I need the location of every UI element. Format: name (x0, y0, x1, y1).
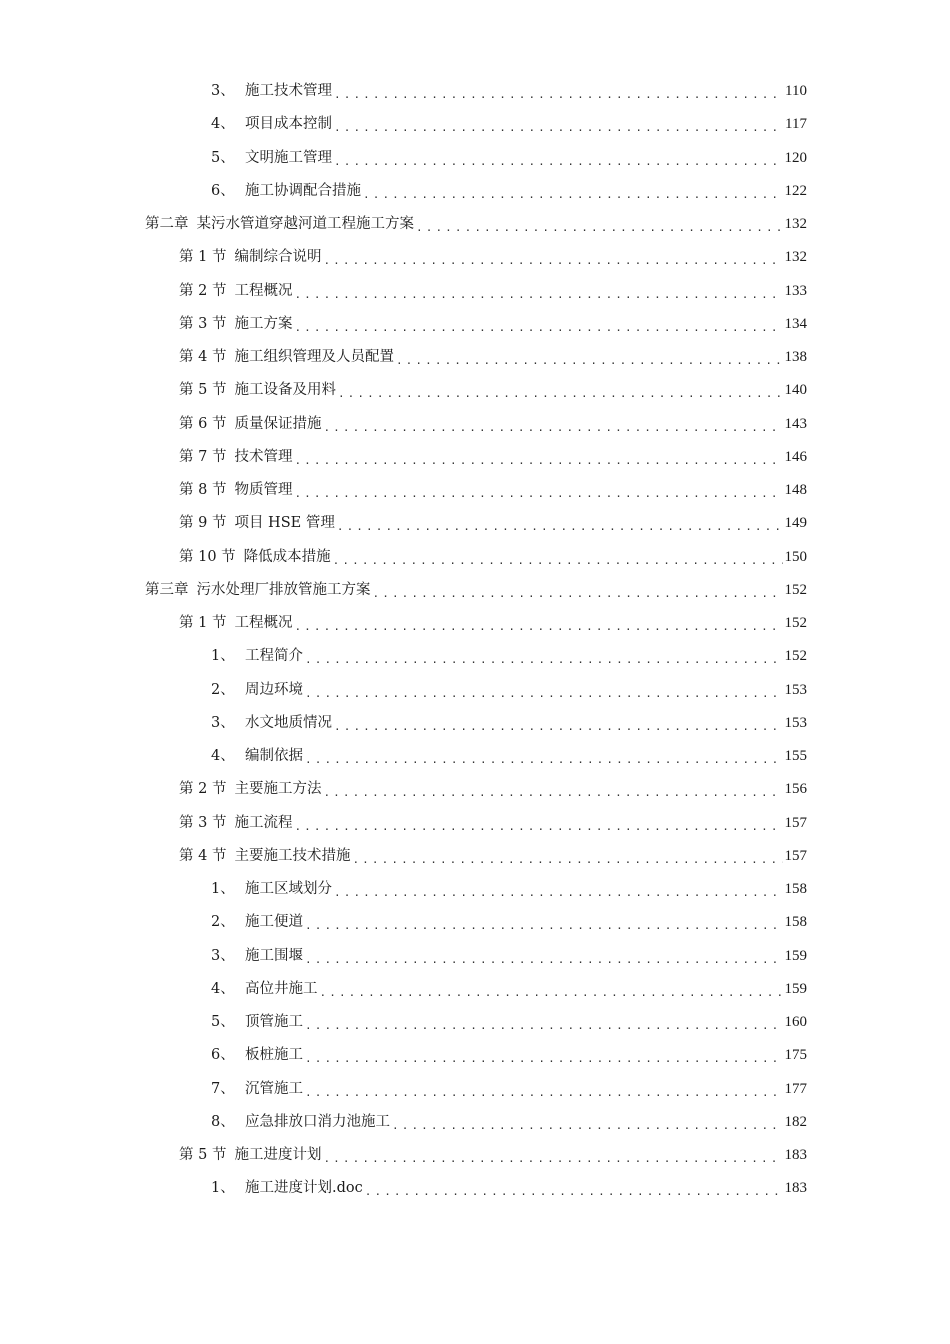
toc-entry-title: 施工区域划分 (245, 881, 332, 897)
toc-entry-title: 工程简介 (245, 648, 303, 664)
toc-entry-title: 施工围堰 (245, 948, 303, 964)
toc-entry-page-number: 152 (784, 648, 807, 664)
toc-entry-title: 水文地质情况 (245, 715, 332, 731)
toc-entry-number: 4、 (211, 748, 235, 764)
toc-leader-dots (352, 843, 782, 876)
toc-leader-dots (305, 643, 783, 676)
toc-leader-dots (323, 244, 782, 277)
toc-leader-dots (294, 444, 782, 477)
toc-entry-number: 第 9 节 (179, 515, 227, 531)
toc-entry[interactable] (179, 374, 807, 407)
toc-entry[interactable] (211, 707, 807, 740)
toc-entry-number: 3、 (211, 83, 235, 99)
toc-entry-number: 第 8 节 (179, 482, 227, 498)
toc-leader-dots (396, 344, 783, 377)
toc-entry[interactable] (179, 241, 807, 274)
toc-entry-number: 1、 (211, 881, 235, 897)
toc-entry-title: 项目成本控制 (245, 116, 332, 132)
toc-entry-title: 主要施工方法 (234, 781, 322, 797)
toc-leader-dots (294, 311, 782, 344)
toc-entry-number: 第 10 节 (179, 549, 236, 565)
toc-entry[interactable] (179, 807, 807, 840)
toc-leader-dots (320, 976, 783, 1009)
toc-entry[interactable] (211, 1073, 807, 1106)
toc-entry-page-number: 152 (784, 615, 807, 631)
toc-entry-number: 第 3 节 (179, 815, 227, 831)
toc-entry-page-number: 146 (784, 449, 807, 465)
toc-entry[interactable] (211, 973, 807, 1006)
toc-leader-dots (305, 677, 783, 710)
toc-entry-page-number: 140 (784, 382, 807, 398)
toc-entry-number: 第 5 节 (179, 382, 227, 398)
toc-entry-page-number: 182 (784, 1114, 807, 1130)
toc-entry-number: 第 2 节 (179, 283, 227, 299)
toc-entry-number: 1、 (211, 1180, 235, 1196)
toc-entry-number: 2、 (211, 914, 235, 930)
toc-entry-title: 文明施工管理 (245, 150, 332, 166)
toc-leader-dots (334, 710, 783, 743)
toc-entry-number: 第 5 节 (179, 1147, 227, 1163)
toc-leader-dots (294, 477, 782, 510)
toc-leader-dots (337, 510, 783, 543)
toc-leader-dots (305, 943, 783, 976)
toc-entry-number: 1、 (211, 648, 235, 664)
toc-entry-page-number: 149 (784, 515, 807, 531)
toc-entry-number: 第 2 节 (179, 781, 227, 797)
toc-entry-page-number: 175 (784, 1047, 807, 1063)
toc-entry-title: 物质管理 (234, 482, 293, 498)
toc-entry-number: 2、 (211, 682, 235, 698)
toc-entry-page-number: 160 (784, 1014, 807, 1030)
toc-entry-page-number: 157 (784, 815, 807, 831)
toc-leader-dots (305, 1042, 783, 1075)
toc-entry[interactable] (145, 208, 807, 241)
toc-entry-number: 4、 (211, 981, 235, 997)
toc-entry[interactable] (211, 1172, 807, 1205)
toc-entry-page-number: 155 (784, 748, 807, 764)
toc-entry[interactable] (179, 275, 807, 308)
toc-entry[interactable] (179, 541, 807, 574)
toc-entry-title: 编制综合说明 (234, 249, 322, 265)
toc-entry-number: 第三章 (145, 582, 189, 598)
toc-entry[interactable] (179, 1139, 807, 1172)
toc-entry-page-number: 158 (784, 914, 807, 930)
toc-entry-number: 第 7 节 (179, 449, 227, 465)
toc-entry-title: 沉管施工 (245, 1081, 303, 1097)
toc-entry-title: 高位井施工 (245, 981, 318, 997)
toc-entry-title: 施工协调配合措施 (245, 183, 361, 199)
toc-entry-number: 第二章 (145, 216, 189, 232)
toc-entry[interactable] (211, 1006, 807, 1039)
toc-entry-page-number: 157 (784, 848, 807, 864)
toc-entry-number: 第 6 节 (179, 416, 227, 432)
toc-entry[interactable] (211, 940, 807, 973)
toc-entry[interactable] (211, 175, 807, 208)
toc-leader-dots (323, 411, 782, 444)
toc-entry-page-number: 183 (784, 1180, 807, 1196)
toc-leader-dots (338, 377, 783, 410)
toc-entry-page-number: 122 (784, 183, 807, 199)
toc-leader-dots (373, 577, 783, 610)
toc-entry-page-number: 158 (784, 881, 807, 897)
toc-leader-dots (333, 544, 783, 577)
toc-entry-number: 3、 (211, 948, 235, 964)
toc-entry-number: 8、 (211, 1114, 235, 1130)
toc-entry-page-number: 132 (784, 216, 807, 232)
toc-leader-dots (323, 776, 782, 809)
toc-entry-page-number: 134 (784, 316, 807, 332)
toc-leader-dots (305, 909, 783, 942)
toc-entry-title: 降低成本措施 (243, 549, 331, 565)
toc-entry-title: 施工技术管理 (245, 83, 332, 99)
toc-entry-number: 第 3 节 (179, 316, 227, 332)
toc-entry-title: 主要施工技术措施 (234, 848, 351, 864)
toc-entry-page-number: 159 (784, 948, 807, 964)
toc-entry-number: 7、 (211, 1081, 235, 1097)
toc-entry-page-number: 153 (784, 715, 807, 731)
toc-entry[interactable] (179, 474, 807, 507)
toc-entry[interactable] (179, 840, 807, 873)
toc-entry[interactable] (211, 142, 807, 175)
toc-entry-title: 施工设备及用料 (234, 382, 336, 398)
toc-entry-title: 施工流程 (234, 815, 293, 831)
toc-entry-number: 5、 (211, 1014, 235, 1030)
toc-entry[interactable] (179, 441, 807, 474)
toc-entry[interactable] (211, 1039, 807, 1072)
toc-entry[interactable] (211, 75, 807, 108)
toc-entry-page-number: 183 (784, 1147, 807, 1163)
toc-entry-number: 5、 (211, 150, 235, 166)
toc-leader-dots (305, 1009, 783, 1042)
toc-entry[interactable] (211, 674, 807, 707)
toc-entry-title: 技术管理 (234, 449, 293, 465)
toc-entry[interactable] (211, 740, 807, 773)
toc-entry-title: 工程概况 (234, 615, 293, 631)
toc-entry-title: 项目 HSE 管理 (234, 515, 335, 531)
toc-leader-dots (294, 610, 782, 643)
toc-entry[interactable] (145, 574, 807, 607)
toc-leader-dots (334, 876, 783, 909)
toc-entry-page-number: 110 (785, 83, 807, 99)
toc-leader-dots (365, 1175, 783, 1208)
toc-entry-page-number: 143 (784, 416, 807, 432)
toc-entry-title: 工程概况 (234, 283, 293, 299)
toc-entry-title: 板桩施工 (245, 1047, 303, 1063)
toc-leader-dots (334, 78, 783, 111)
toc-entry-title: 施工方案 (234, 316, 293, 332)
toc-entry[interactable] (179, 308, 807, 341)
toc-leader-dots (323, 1142, 782, 1175)
toc-entry-page-number: 156 (784, 781, 807, 797)
toc-entry-page-number: 148 (784, 482, 807, 498)
toc-leader-dots (363, 178, 783, 211)
toc-entry-page-number: 159 (784, 981, 807, 997)
toc-entry-title: 污水处理厂排放管施工方案 (196, 582, 371, 598)
toc-entry-title: 施工便道 (245, 914, 303, 930)
toc-entry-title: 施工进度计划 (234, 1147, 322, 1163)
toc-entry-title: 某污水管道穿越河道工程施工方案 (196, 216, 414, 232)
toc-entry-page-number: 177 (784, 1081, 807, 1097)
toc-entry-page-number: 120 (784, 150, 807, 166)
toc-entry-number: 第 1 节 (179, 615, 227, 631)
toc-leader-dots (334, 145, 783, 178)
toc-entry-title: 施工进度计划.doc (245, 1180, 363, 1196)
toc-entry[interactable] (179, 507, 807, 540)
toc-entry-title: 施工组织管理及人员配置 (234, 349, 394, 365)
toc-entry[interactable] (179, 773, 807, 806)
toc-entry[interactable] (211, 108, 807, 141)
toc-entry-title: 应急排放口消力池施工 (245, 1114, 390, 1130)
toc-entry-number: 6、 (211, 1047, 235, 1063)
toc-entry[interactable] (211, 906, 807, 939)
toc-entry-number: 第 4 节 (179, 848, 227, 864)
toc-entry-page-number: 133 (784, 283, 807, 299)
toc-entry-number: 第 4 节 (179, 349, 227, 365)
toc-entry-number: 3、 (211, 715, 235, 731)
toc-entry[interactable] (211, 640, 807, 673)
toc-entry-title: 周边环境 (245, 682, 303, 698)
toc-entry[interactable] (179, 408, 807, 441)
toc-entry-page-number: 153 (784, 682, 807, 698)
toc-entry[interactable] (179, 607, 807, 640)
toc-entry-page-number: 138 (784, 349, 807, 365)
toc-leader-dots (392, 1109, 783, 1142)
toc-leader-dots (305, 1076, 783, 1109)
toc-entry[interactable] (179, 341, 807, 374)
toc-entry-title: 顶管施工 (245, 1014, 303, 1030)
toc-leader-dots (416, 211, 783, 244)
toc-entry-title: 质量保证措施 (234, 416, 322, 432)
toc-entry-page-number: 152 (784, 582, 807, 598)
toc-leader-dots (334, 111, 783, 144)
toc-leader-dots (294, 810, 782, 843)
toc-entry[interactable] (211, 1106, 807, 1139)
toc-leader-dots (305, 743, 783, 776)
toc-leader-dots (294, 278, 782, 311)
toc-entry-page-number: 117 (785, 116, 807, 132)
toc-entry-number: 4、 (211, 116, 235, 132)
toc-entry-page-number: 132 (784, 249, 807, 265)
toc-entry-number: 6、 (211, 183, 235, 199)
toc-entry[interactable] (211, 873, 807, 906)
toc-entry-title: 编制依据 (245, 748, 303, 764)
toc-entry-page-number: 150 (784, 549, 807, 565)
toc-entry-number: 第 1 节 (179, 249, 227, 265)
